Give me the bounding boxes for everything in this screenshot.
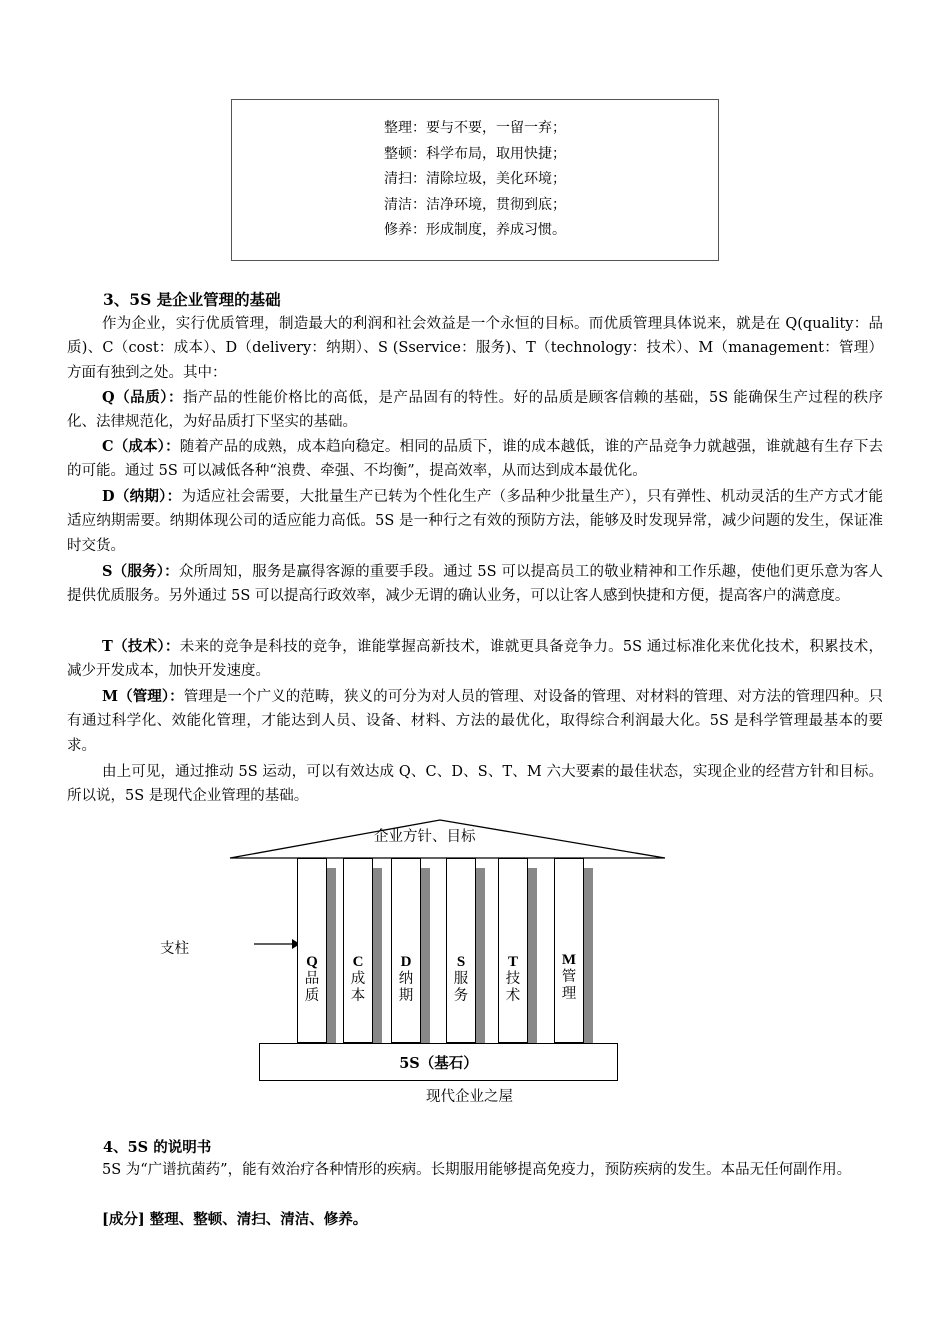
item-cost (67, 435, 883, 484)
pillar-letter: T (507, 954, 518, 970)
summary-line: 清洁：洁净环境，贯彻到底； (384, 196, 566, 213)
section4-ingredients: [成分] 整理、整顿、清扫、清洁、修养。 (102, 1211, 368, 1228)
item-lead: M（管理）： (102, 688, 184, 705)
support-label: 支柱 (160, 941, 189, 957)
item-lead: Q（品质）： (102, 389, 184, 406)
pillar-label (392, 954, 420, 1005)
pillar-label (298, 954, 326, 1005)
section3-title: 3、5S 是企业管理的基础 (103, 290, 281, 309)
arrow-right-icon (254, 938, 300, 950)
pillar-label (499, 954, 527, 1005)
section4-body: 5S 为“广谱抗菌药”，能有效治疗各种情形的疾病。长期服用能够提高免疫力，预防疾病的发生。本品无任何副作用。 (102, 1162, 852, 1178)
pillar-service (446, 858, 476, 1043)
pillar-char: 技 (505, 971, 521, 987)
pillar-char: 纳 (398, 971, 414, 987)
item-text: 随着产品的成熟，成本趋向稳定。相同的品质下，谁的成本越低，谁的产品竞争力就越强，谁就越有生存下去的可能。通过 5S 可以减低各种“浪费、牵强、不均衡”，提高效率，从而达到成本最优化。 (67, 439, 883, 480)
pillar-shadow (327, 868, 336, 1043)
pillar-char: 品 (304, 971, 320, 987)
summary-line: 修养：形成制度，养成习惯。 (384, 222, 566, 239)
item-management (67, 685, 883, 758)
item-lead: T（技术）： (102, 638, 180, 655)
pillar-letter: S (456, 954, 466, 970)
pillar-shadow (421, 868, 430, 1043)
pillar-char: 管 (561, 969, 577, 985)
section3-conclusion: 由上可见，通过推动 5S 运动，可以有效达成 Q、C、D、S、T、M 六大要素的最佳状态，实现企业的经营方针和目标。所以说，5S 是现代企业管理的基础。 (67, 764, 883, 805)
pillar-shadow (528, 868, 537, 1043)
item-service (67, 560, 883, 609)
roof-label: 企业方针、目标 (374, 829, 476, 845)
pillar-letter: M (561, 952, 577, 968)
enterprise-house-diagram (150, 818, 690, 1118)
pillar-char: 期 (398, 988, 414, 1004)
pillar-cost (343, 858, 373, 1043)
item-lead: C（成本）： (102, 438, 180, 455)
section3-intro: 作为企业，实行优质管理，制造最大的利润和社会效益是一个永恒的目标。而优质管理具体说来，就是在 Q(quality：品质)、C（cost：成本）、D（delivery：纳期）、S (Sservice：服务)、T（technology：技术）、M（management：管理）方面有独到之处。其中： (67, 316, 883, 381)
summary-line: 整顿：科学布局，取用快捷； (384, 145, 566, 162)
pillar-label (447, 954, 475, 1005)
pillar-char: 服 (453, 971, 469, 987)
pillar-management (554, 858, 584, 1043)
pillar-shadow (476, 868, 485, 1043)
item-delivery (67, 485, 883, 558)
item-quality (67, 386, 883, 435)
pillar-letter: D (400, 954, 412, 970)
summary-line: 整理：要与不要，一留一弃； (384, 120, 566, 137)
item-technology (67, 635, 883, 684)
pillar-char: 成 (350, 971, 366, 987)
pillar-letter: C (352, 954, 364, 970)
item-text: 众所周知，服务是赢得客源的重要手段。通过 5S 可以提高员工的敬业精神和工作乐趣，使他们更乐意为客人提供优质服务。另外通过 5S 可以提高行政效率，减少无谓的确认业务，可以让客人感到快捷和方便，提高客户的满意度。 (67, 564, 883, 605)
pillar-char: 本 (350, 988, 366, 1004)
pillar-char: 术 (505, 988, 521, 1004)
foundation-base: 5S（基石） (259, 1043, 618, 1081)
pillar-char: 质 (304, 988, 320, 1004)
item-text: 为适应社会需要，大批量生产已转为个性化生产（多品种少批量生产），只有弹性、机动灵活的生产方式才能适应纳期需要。纳期体现公司的适应能力高低。5S 是一种行之有效的预防方法，能够及时发现异常，减少问题的发生，保证准时交货。 (67, 489, 884, 554)
item-lead: S（服务）： (102, 563, 179, 580)
diagram-caption: 现代企业之屋 (426, 1089, 513, 1105)
pillar-shadow (584, 868, 593, 1043)
pillar-char: 务 (453, 988, 469, 1004)
item-text: 未来的竞争是科技的竞争，谁能掌握高新技术，谁就更具备竞争力。5S 通过标准化来优化技术，积累技术，减少开发成本，加快开发速度。 (67, 639, 884, 680)
pillar-quality (297, 858, 327, 1043)
summary-box (231, 99, 719, 261)
item-lead: D（纳期）： (102, 488, 182, 505)
section4-title: 4、5S 的说明书 (103, 1139, 212, 1156)
item-text: 指产品的性能价格比的高低，是产品固有的特性。好的品质是顾客信赖的基础，5S 能确保生产过程的秩序化、法律规范化，为好品质打下坚实的基础。 (67, 390, 883, 431)
pillar-shadow (373, 868, 382, 1043)
pillar-label (555, 952, 583, 1003)
summary-line: 清扫：清除垃圾，美化环境； (384, 171, 566, 188)
item-text: 管理是一个广义的范畴，狭义的可分为对人员的管理、对设备的管理、对材料的管理、对方法的管理四种。只有通过科学化、效能化管理，才能达到人员、设备、材料、方法的最优化，取得综合利润最大化。5S 是科学管理最基本的要求。 (67, 689, 883, 754)
pillar-char: 理 (561, 986, 577, 1002)
pillar-technology (498, 858, 528, 1043)
pillar-label (344, 954, 372, 1005)
pillar-letter: Q (306, 954, 318, 970)
pillar-delivery (391, 858, 421, 1043)
